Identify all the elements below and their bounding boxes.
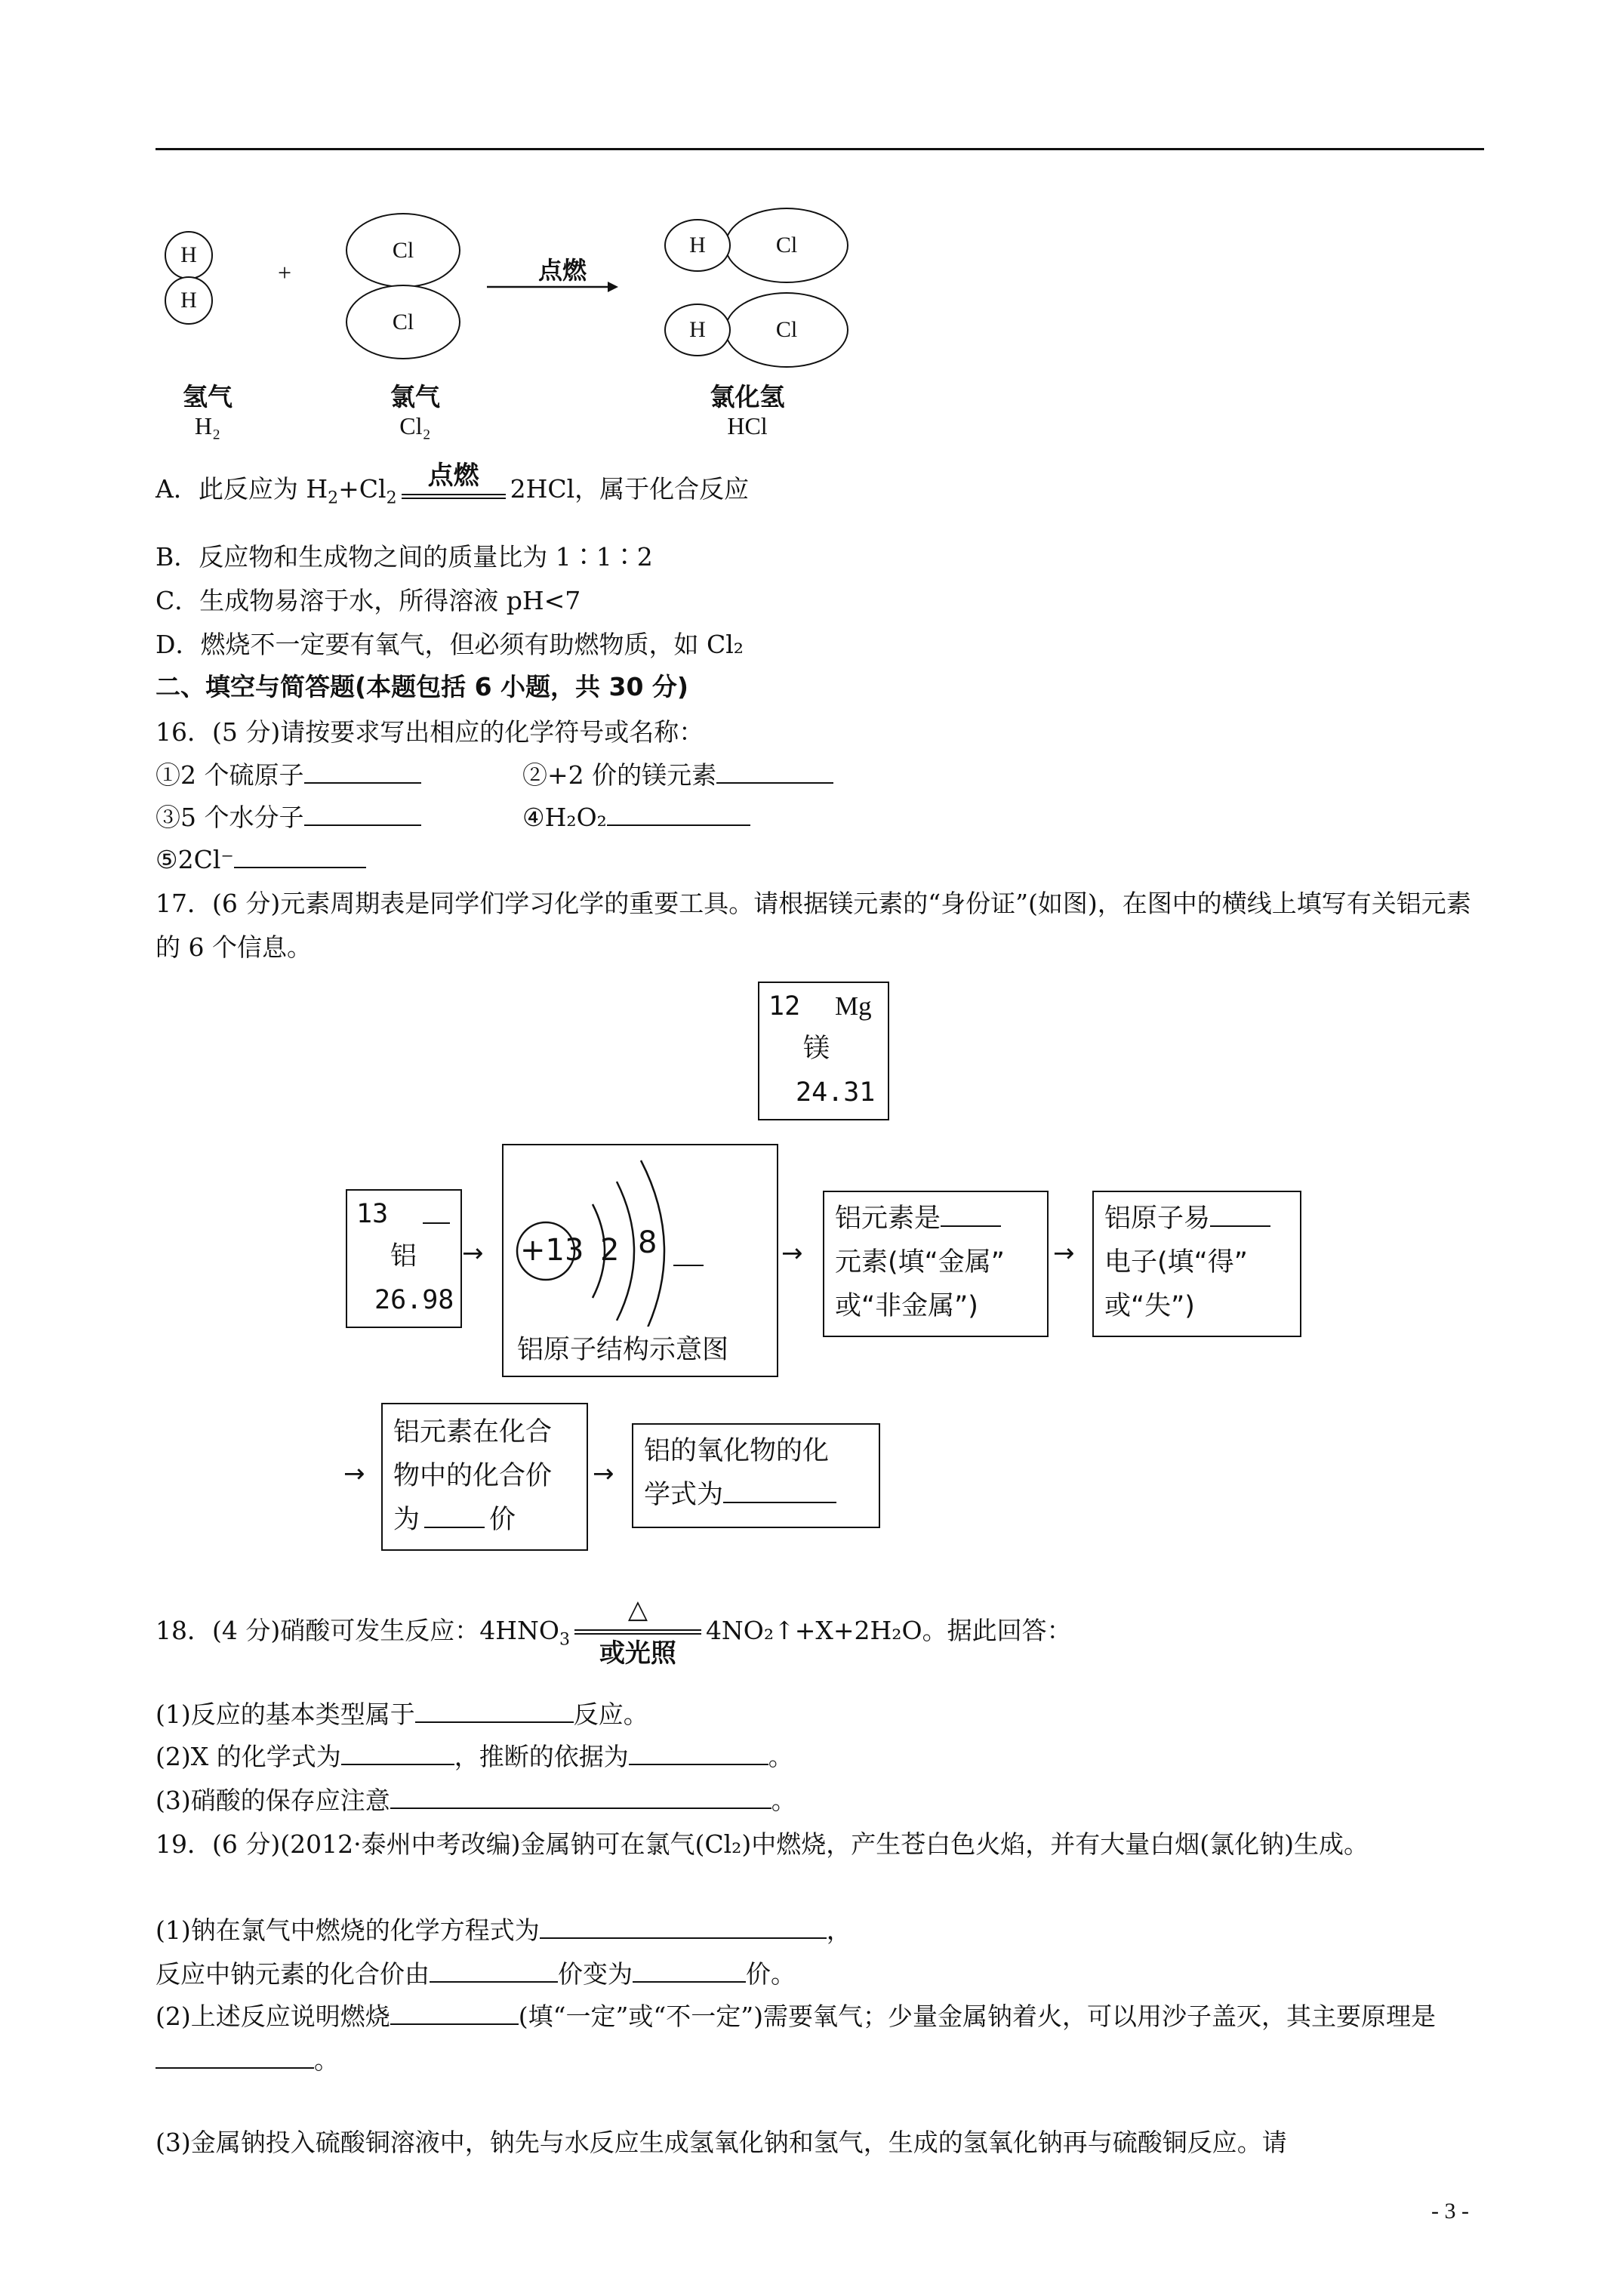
caption-hcl-name: 氯化氢: [710, 382, 785, 411]
ignite-condition: 点燃: [427, 461, 479, 491]
heat-symbol: △: [627, 1595, 648, 1625]
electron-box: 铝原子易 电子(填“得” 或“失”): [1092, 1191, 1301, 1337]
answer-blank[interactable]: [390, 1785, 771, 1809]
q16-stem: 16．(5 分)请按要求写出相应的化学符号或名称：: [156, 717, 704, 747]
hcl-h-atom-1: H: [664, 219, 731, 272]
answer-blank[interactable]: [424, 1504, 485, 1528]
q19-part-2: (2)上述反应说明燃烧 (填“一定”或“不一定”)需要氧气；少量金属钠着火，可以用沙子盖灭，其主要原理是。: [156, 2002, 1436, 2075]
atom-structure-box: [502, 1144, 778, 1377]
q19-part-1a: (1)钠在氯气中燃烧的化学方程式为 ，: [156, 1915, 852, 1945]
answer-blank[interactable]: [390, 2001, 519, 2025]
caption-chlorine-name: 氯气: [390, 382, 440, 411]
answer-blank[interactable]: [415, 1699, 574, 1723]
ignite-label: 点燃: [537, 256, 587, 285]
answer-blank[interactable]: [629, 1741, 768, 1765]
answer-blank[interactable]: [633, 1959, 746, 1983]
shell-1-count: 2: [600, 1233, 620, 1268]
answer-blank[interactable]: [341, 1741, 454, 1765]
arrow-right-icon: →: [1053, 1238, 1075, 1268]
cl-atom-1: Cl: [346, 213, 460, 288]
arrow-right-icon: →: [593, 1459, 614, 1489]
nucleus-charge: +13: [520, 1233, 584, 1268]
option-b: B．反应物和生成物之间的质量比为 1∶1∶2: [156, 542, 653, 572]
q16-item-2: ②+2 价的镁元素: [522, 760, 833, 791]
cl-atom-2: Cl: [346, 285, 460, 359]
answer-blank[interactable]: [716, 760, 833, 784]
arrow-right-icon: →: [781, 1238, 803, 1268]
h-atom-2: H: [165, 276, 213, 325]
answer-blank[interactable]: [304, 760, 421, 784]
mg-element-card: [758, 982, 889, 1120]
al-symbol-blank[interactable]: [423, 1200, 450, 1224]
hcl-h-atom-2: H: [664, 304, 731, 356]
arrow-right-icon: →: [462, 1238, 484, 1268]
shell-2-count: 8: [638, 1225, 658, 1260]
answer-blank[interactable]: [540, 1915, 827, 1939]
q18-stem: 18．(4 分)硝酸可发生反应：$4HNO_3$ △ 或光照 4NO₂↑+X+2H₂O。据此回答：: [156, 1595, 1072, 1669]
shell-3-blank[interactable]: [673, 1242, 704, 1266]
q16-item-4: ④H₂O₂: [522, 802, 750, 833]
q16-item-3: ③5 个水分子: [156, 802, 421, 833]
hcl-cl-atom-1: Cl: [725, 208, 848, 283]
mg-symbol: Mg: [835, 991, 872, 1021]
plus-sign: +: [278, 259, 292, 286]
diagram-caption: 铝原子结构示意图: [517, 1335, 729, 1365]
answer-blank[interactable]: [607, 802, 750, 826]
answer-blank[interactable]: [234, 844, 366, 868]
metal-type-box: 铝元素是 元素(填“金属” 或“非金属”): [823, 1191, 1049, 1337]
answer-blank[interactable]: [723, 1479, 836, 1503]
q16-item-1: ①2 个硫原子: [156, 760, 421, 791]
option-c: C．生成物易溶于水，所得溶液 pH<7: [156, 586, 581, 615]
caption-hcl-formula: HCl: [727, 412, 768, 439]
q18-part-3: (3)硝酸的保存应注意 。: [156, 1786, 796, 1815]
al-element-card: [346, 1189, 462, 1328]
valence-box: 铝元素在化合 物中的化合价 为 价: [381, 1403, 588, 1551]
hcl-cl-atom-2: Cl: [725, 292, 848, 368]
reaction-arrow: [487, 279, 619, 294]
q19-part-1b: 反应中钠元素的化合价由 价变为 价。: [156, 1959, 796, 1989]
q18-part-1: (1)反应的基本类型属于 反应。: [156, 1700, 648, 1729]
oxide-formula-box: 铝的氧化物的化 学式为: [632, 1423, 880, 1528]
answer-blank[interactable]: [1210, 1203, 1270, 1227]
caption-hydrogen-formula: H₂: [194, 412, 221, 439]
arrow-right-icon: →: [343, 1459, 365, 1489]
al-atomic-mass: 26.98: [374, 1285, 454, 1315]
answer-blank[interactable]: [304, 802, 421, 826]
header-rule: [156, 148, 1484, 150]
mg-name: 镁: [803, 1034, 830, 1064]
h-atom-1: H: [165, 231, 213, 279]
mg-atomic-number: 12: [768, 991, 801, 1022]
caption-chlorine-formula: Cl₂: [399, 412, 431, 439]
q19-part-3: (3)金属钠投入硫酸铜溶液中，钠先与水反应生成氢氧化钠和氢气，生成的氢氧化钠再与硫酸铜反应。请: [156, 2128, 1287, 2157]
page-number: - 3 -: [1431, 2199, 1469, 2224]
answer-blank[interactable]: [156, 2045, 314, 2069]
al-atomic-number: 13: [356, 1199, 389, 1229]
mg-atomic-mass: 24.31: [796, 1077, 876, 1108]
q19-stem: 19．(6 分)(2012·泰州中考改编)金属钠可在氯气(Cl₂)中燃烧，产生苍白色火焰，并有大量白烟(氯化钠)生成。: [156, 1829, 1369, 1859]
answer-blank[interactable]: [430, 1959, 558, 1983]
answer-blank[interactable]: [941, 1203, 1001, 1227]
al-name: 铝: [390, 1241, 417, 1271]
q16-item-5: ⑤2Cl⁻: [156, 844, 366, 875]
q18-part-2: (2)X 的化学式为 ，推断的依据为 。: [156, 1742, 793, 1771]
q17-stem: 17．(6 分)元素周期表是同学们学习化学的重要工具。请根据镁元素的“身份证”(如图)，在图中的横线上填写有关铝元素的 6 个信息。: [156, 889, 1471, 962]
option-a: A．此反应为 $H_2+Cl_2$ 点燃 2HCl，属于化合反应: [156, 461, 750, 508]
option-d: D．燃烧不一定要有氧气，但必须有助燃物质，如 Cl₂: [156, 630, 744, 659]
light-condition: 或光照: [599, 1638, 676, 1669]
caption-hydrogen-name: 氢气: [183, 382, 233, 411]
section-heading: 二、填空与简答题(本题包括 6 小题，共 30 分): [156, 672, 689, 701]
